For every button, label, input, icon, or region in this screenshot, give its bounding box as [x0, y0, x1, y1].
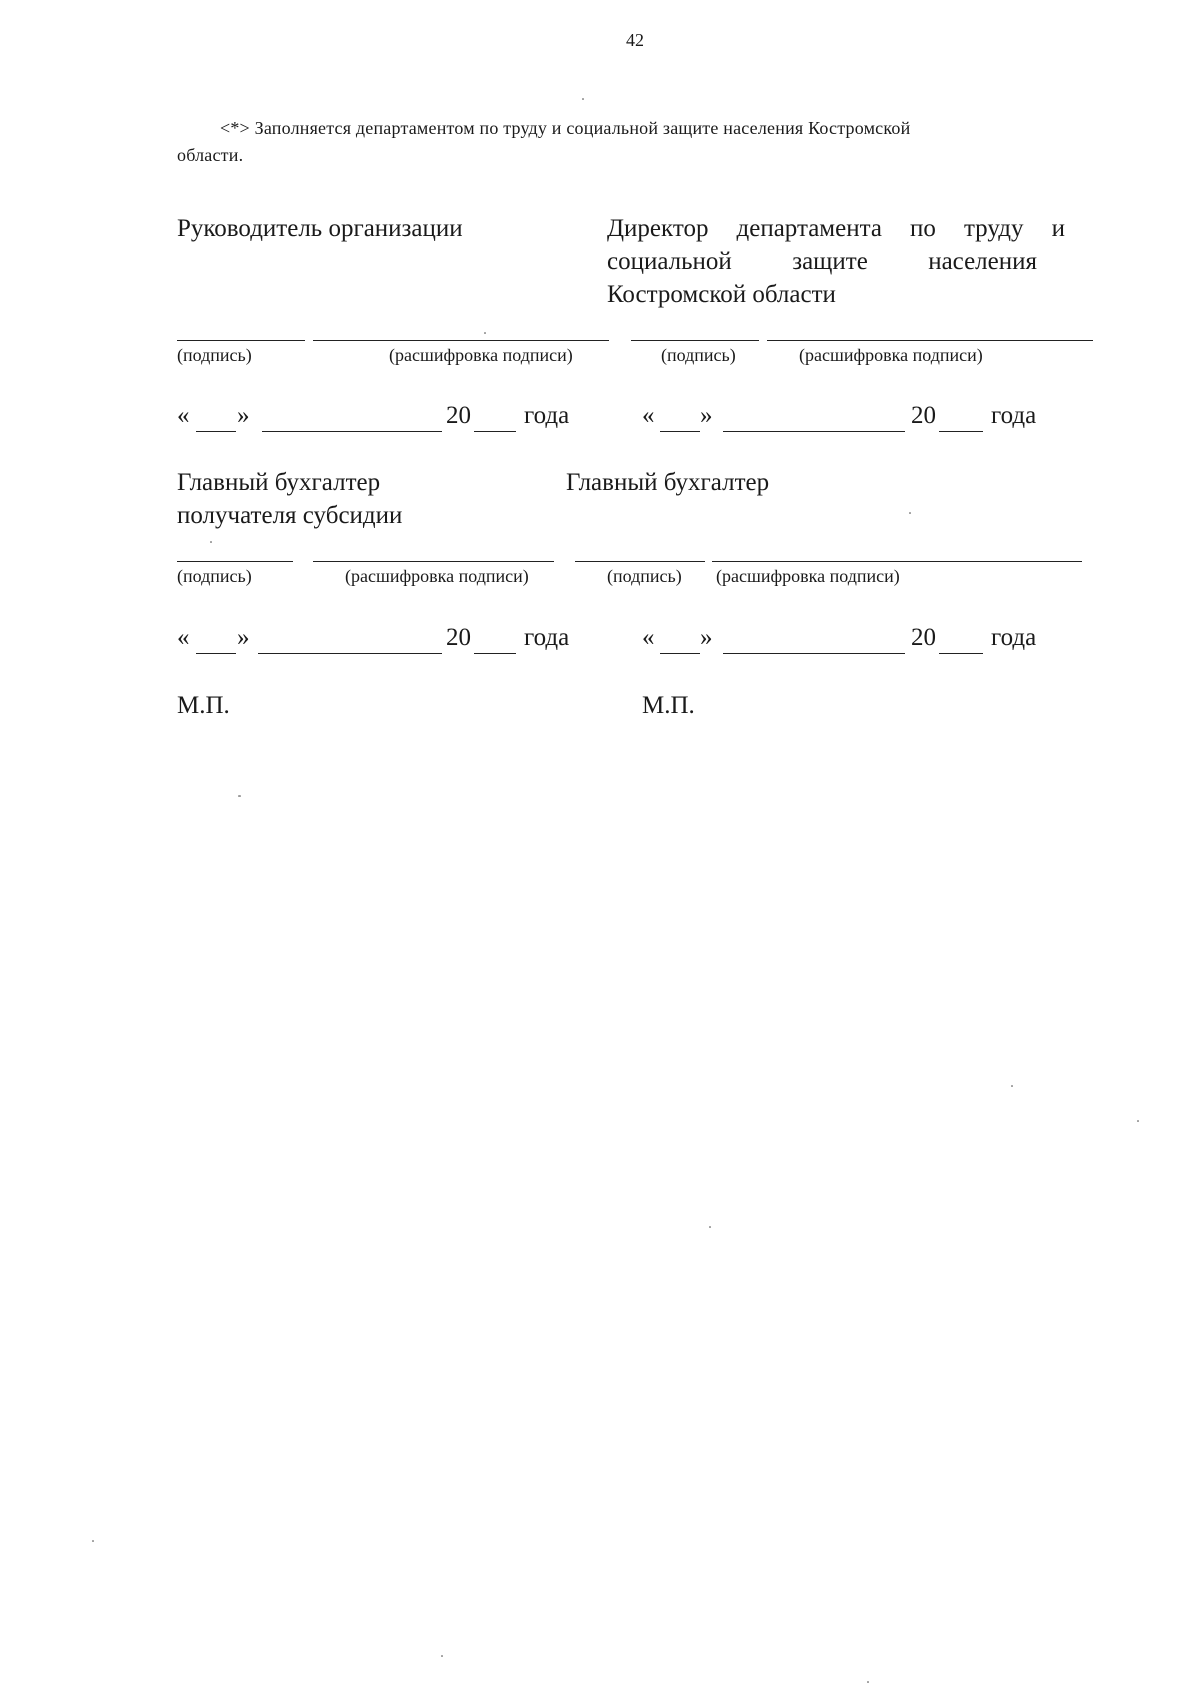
scan-speck	[1011, 1085, 1013, 1087]
year-word: года	[524, 624, 570, 651]
date-close-quote: »	[700, 624, 713, 651]
year-prefix: 20	[911, 402, 936, 429]
chief-accountant-recipient-title-line-1: Главный бухгалтер	[177, 469, 381, 496]
scan-speck	[441, 1655, 443, 1657]
date-open-quote: «	[642, 402, 655, 429]
stamp-place-right: М.П.	[642, 692, 695, 719]
director-word: защите	[792, 248, 868, 275]
signature-caption: (подпись)	[607, 566, 682, 586]
director-word: Директор	[607, 215, 709, 242]
director-title-line-2	[607, 245, 1037, 278]
day-blank	[196, 653, 236, 654]
scan-speck	[210, 541, 212, 543]
scan-speck	[1137, 1120, 1139, 1122]
footnote-line-1: <*> Заполняется департаментом по труду и социальной защите населения Костромской	[220, 118, 911, 138]
director-word: труду	[963, 215, 1024, 242]
scan-speck	[238, 795, 241, 797]
month-blank	[723, 653, 905, 654]
footnote-line-2: области.	[177, 145, 244, 165]
day-blank	[660, 431, 700, 432]
date-open-quote: «	[177, 402, 190, 429]
director-title-line-1	[607, 212, 1065, 245]
signature-line	[631, 340, 759, 341]
signature-decoding-line	[712, 561, 1082, 562]
head-of-organization-title: Руководитель организации	[177, 215, 463, 242]
scan-speck	[582, 98, 584, 100]
signature-line	[177, 561, 293, 562]
date-close-quote: »	[700, 402, 713, 429]
scan-speck	[484, 332, 486, 334]
director-word: и	[1051, 215, 1065, 242]
year-word: года	[524, 402, 570, 429]
signature-line	[575, 561, 705, 562]
date-close-quote: »	[237, 624, 250, 651]
signature-decoding-caption: (расшифровка подписи)	[345, 566, 529, 586]
signature-line	[177, 340, 305, 341]
year-word: года	[991, 402, 1037, 429]
page-number: 42	[626, 30, 644, 50]
chief-accountant-recipient-title-line-2: получателя субсидии	[177, 502, 403, 529]
signature-decoding-caption: (расшифровка подписи)	[389, 345, 573, 365]
signature-caption: (подпись)	[177, 345, 252, 365]
chief-accountant-title: Главный бухгалтер	[566, 469, 770, 496]
scan-speck	[709, 1226, 711, 1228]
scan-speck	[909, 512, 911, 514]
month-blank	[258, 653, 442, 654]
year-blank	[939, 431, 983, 432]
month-blank	[723, 431, 905, 432]
director-word: социальной	[607, 248, 732, 275]
month-blank	[262, 431, 442, 432]
year-prefix: 20	[911, 624, 936, 651]
day-blank	[196, 431, 236, 432]
year-blank	[474, 653, 516, 654]
signature-decoding-line	[313, 561, 554, 562]
year-blank	[474, 431, 516, 432]
date-close-quote: »	[237, 402, 250, 429]
director-word: населения	[928, 248, 1037, 275]
director-word: по	[910, 215, 936, 242]
scan-speck	[92, 1540, 94, 1542]
year-word: года	[991, 624, 1037, 651]
director-title-line-3: Костромской области	[607, 281, 836, 308]
stamp-place-left: М.П.	[177, 692, 230, 719]
signature-decoding-line	[767, 340, 1093, 341]
year-prefix: 20	[446, 402, 471, 429]
signature-decoding-line	[313, 340, 609, 341]
year-blank	[939, 653, 983, 654]
day-blank	[660, 653, 700, 654]
date-open-quote: «	[642, 624, 655, 651]
date-open-quote: «	[177, 624, 190, 651]
signature-decoding-caption: (расшифровка подписи)	[716, 566, 900, 586]
scan-speck	[867, 1681, 869, 1683]
signature-decoding-caption: (расшифровка подписи)	[799, 345, 983, 365]
director-word: департамента	[736, 215, 882, 242]
year-prefix: 20	[446, 624, 471, 651]
signature-caption: (подпись)	[661, 345, 736, 365]
department-director-title	[607, 212, 1065, 311]
signature-caption: (подпись)	[177, 566, 252, 586]
